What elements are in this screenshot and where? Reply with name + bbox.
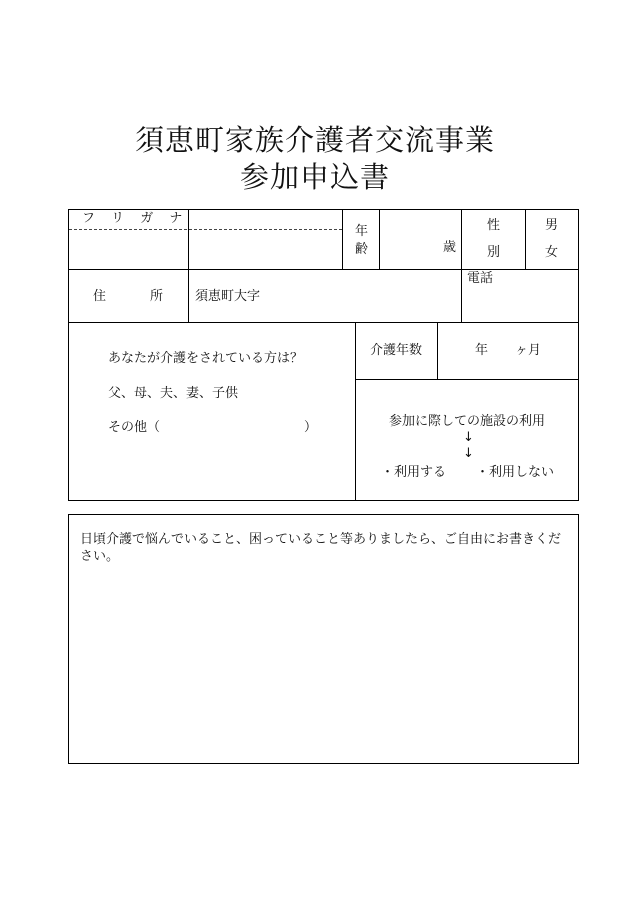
- relation-other-open: その他（: [108, 420, 161, 435]
- furigana-label: フ リ ガ ナ: [82, 211, 189, 226]
- row-divider-1: [68, 269, 579, 270]
- facility-question: 参加に際しての施設の利用: [389, 414, 546, 429]
- free-text-prompt-line1: 日頃介護で悩んでいること、困っていること等ありましたら、ご自由にお書きくだ: [80, 532, 562, 547]
- down-arrow-icon: ↓: [463, 430, 474, 445]
- col-divider-gender-right: [525, 209, 526, 269]
- care-years-unit-year: 年: [475, 343, 489, 358]
- col-divider-age-label-right: [379, 209, 380, 269]
- gender-female-option[interactable]: 女: [545, 245, 559, 260]
- free-text-prompt-line2: さい。: [80, 549, 120, 564]
- furigana-dashed-line: [69, 229, 342, 230]
- form-subtitle: 参加申込書: [239, 160, 390, 194]
- facility-not-use-option[interactable]: ・利用しない: [476, 465, 555, 480]
- care-years-divider: [355, 379, 579, 380]
- col-divider-gender-left: [461, 209, 462, 322]
- name-input-area[interactable]: [190, 231, 340, 267]
- col-divider-age-label-left: [342, 209, 343, 269]
- col-divider-care-years: [437, 322, 438, 379]
- relation-options[interactable]: 父、母、夫、妻、子供: [108, 386, 239, 401]
- address-value[interactable]: 須恵町大字: [195, 289, 261, 304]
- row-divider-2: [68, 322, 579, 323]
- age-label-bottom: 齢: [355, 242, 369, 257]
- gender-label-top: 性: [487, 218, 501, 233]
- relation-question: あなたが介護をされている方は？: [108, 351, 304, 366]
- age-label-top: 年: [355, 224, 369, 239]
- gender-male-option[interactable]: 男: [545, 218, 559, 233]
- care-years-unit-month: ヶ月: [515, 343, 542, 358]
- col-divider-care-section: [355, 322, 356, 501]
- relation-other-close: ）: [304, 420, 318, 435]
- care-years-label: 介護年数: [370, 343, 423, 358]
- address-label-first: 住: [93, 289, 107, 304]
- down-arrow-icon: ↓: [463, 446, 474, 461]
- gender-label-bottom: 別: [487, 245, 501, 260]
- facility-use-option[interactable]: ・利用する: [381, 465, 447, 480]
- form-title: 須恵町家族介護者交流事業: [134, 123, 495, 157]
- phone-label: 電話: [467, 271, 494, 286]
- free-text-box[interactable]: [68, 514, 579, 764]
- address-label-second: 所: [150, 289, 164, 304]
- age-unit: 歳: [443, 240, 457, 255]
